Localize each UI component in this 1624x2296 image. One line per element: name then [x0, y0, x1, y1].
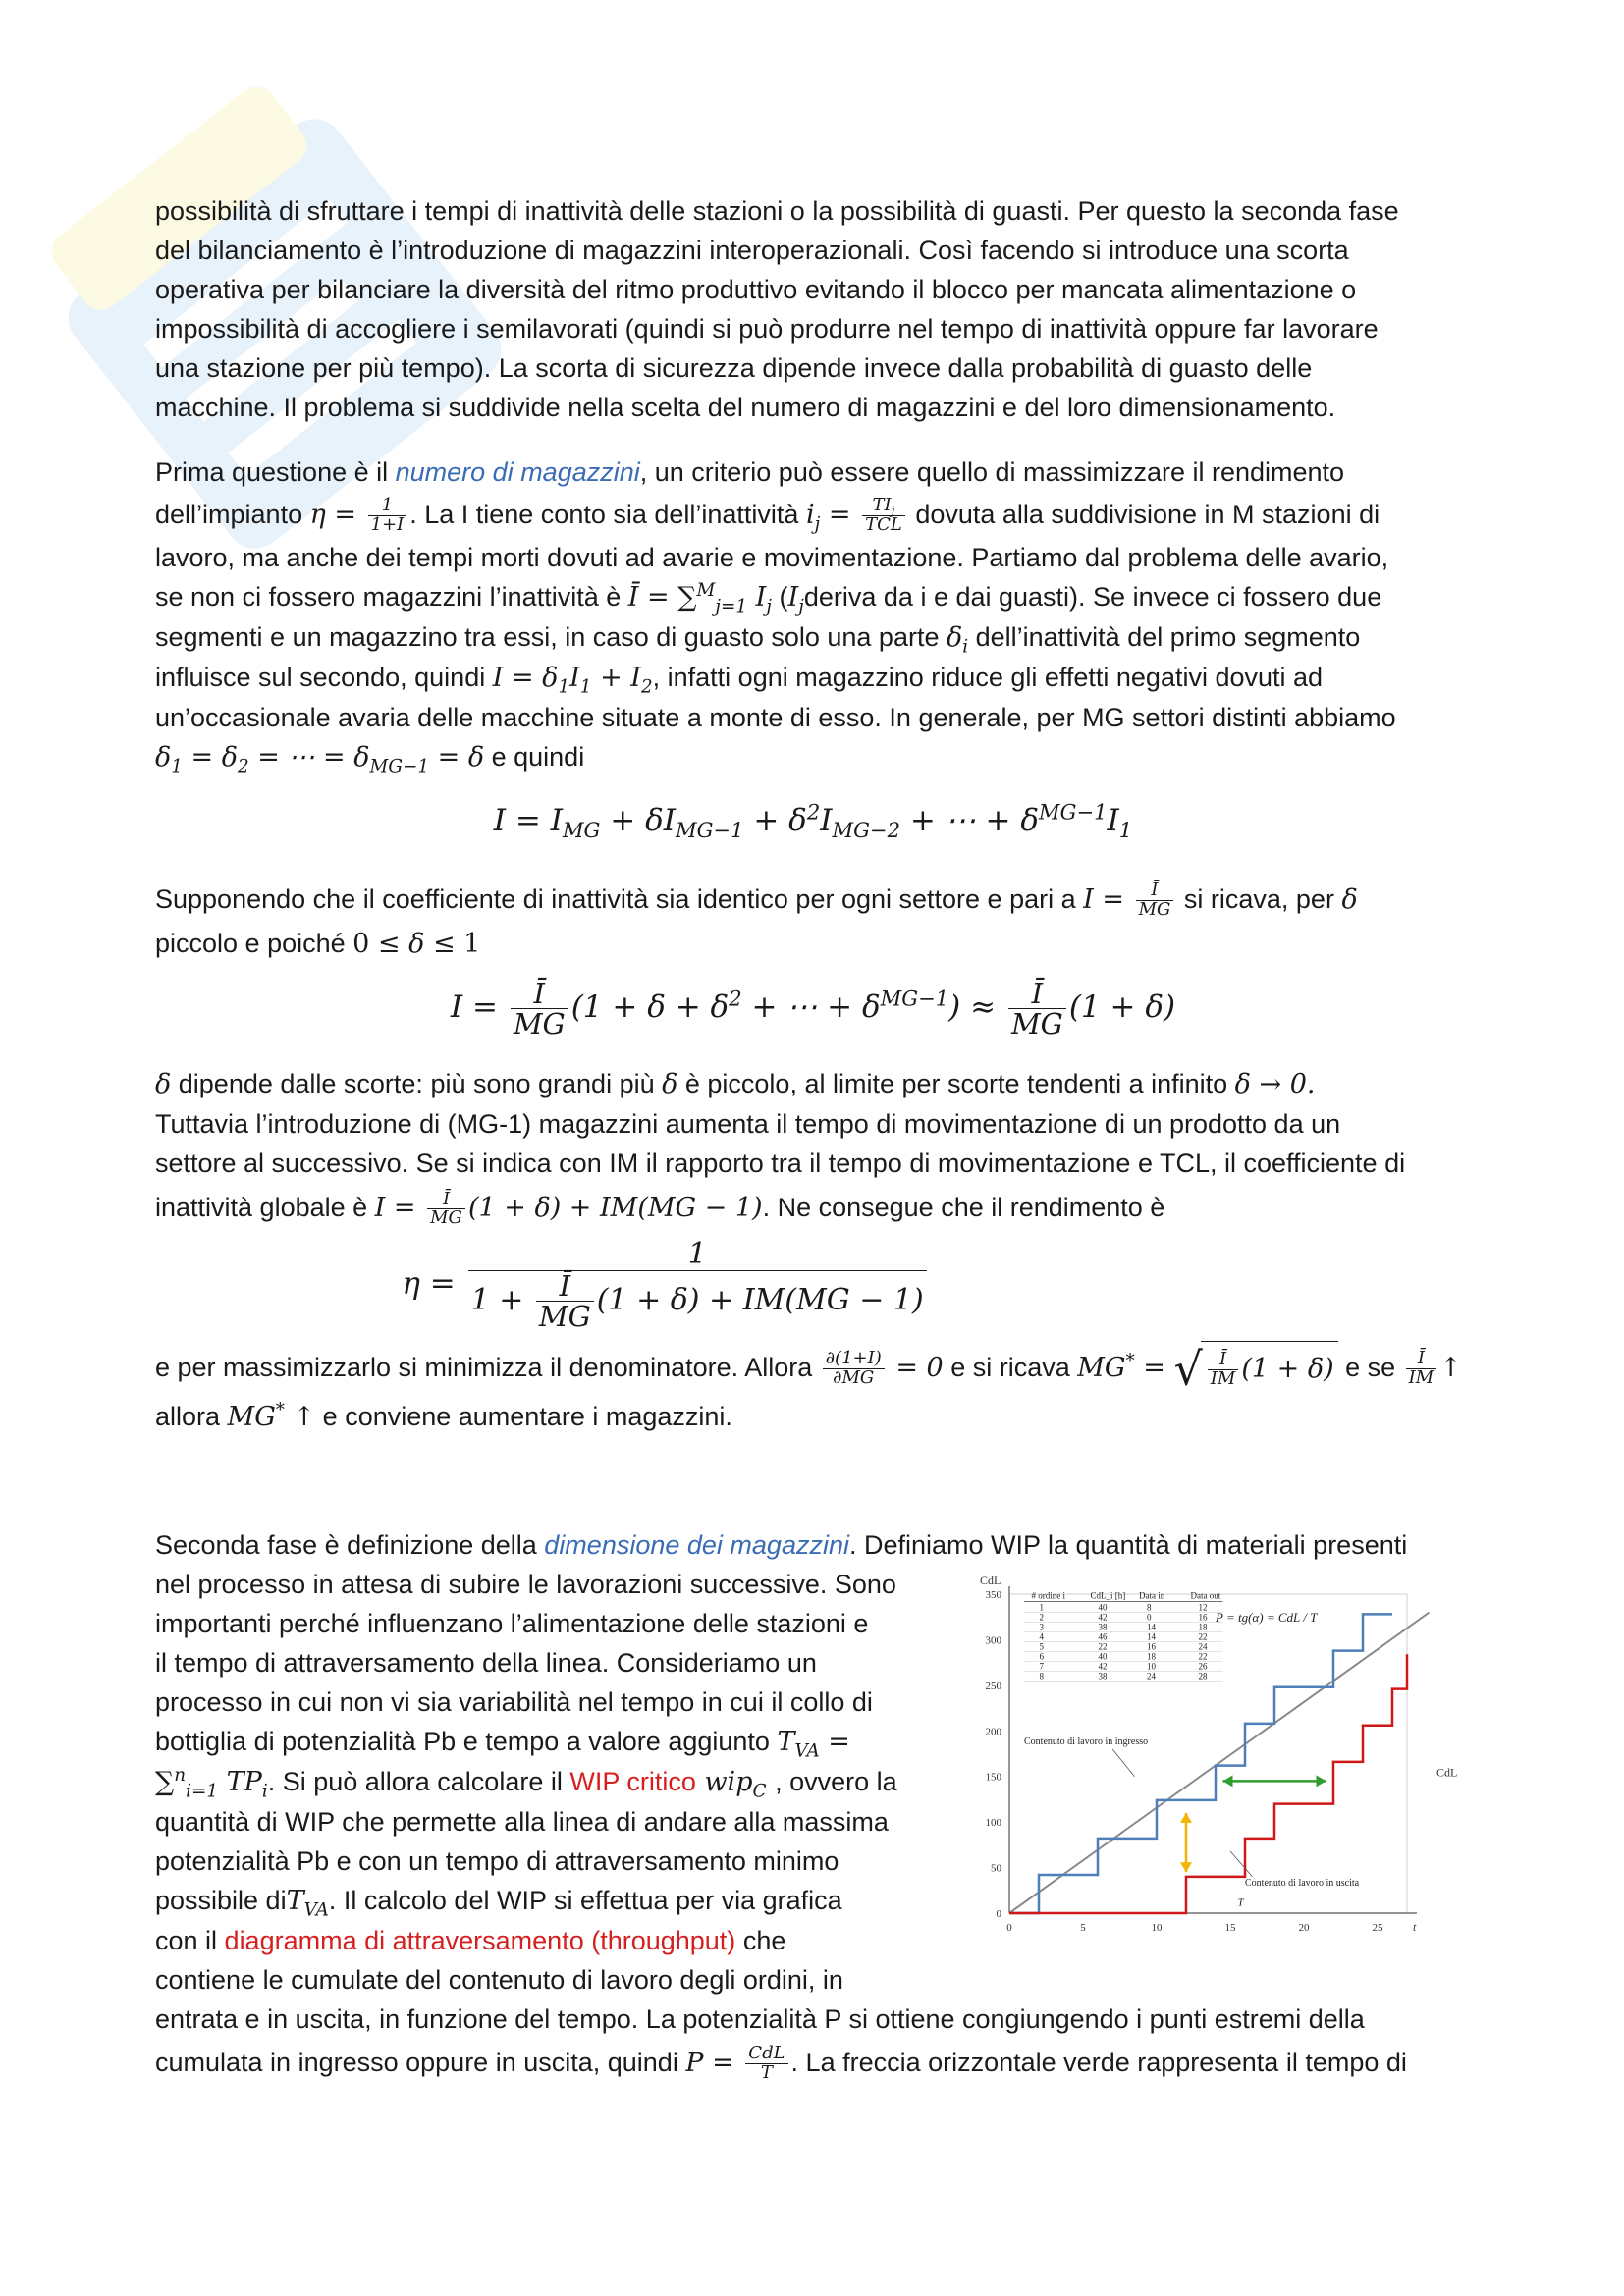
table-cell: 5 [1039, 1641, 1044, 1652]
text: ( [772, 582, 788, 612]
text: . La I tiene conto sia dell’inattività [409, 500, 806, 529]
annotation-ingresso: Contenuto di lavoro in ingresso [1024, 1736, 1149, 1748]
text-line: lavoro, ma anche dei tempi morti dovuti ad avarie e movimentazione. Partiamo dal problema delle avario, [155, 543, 1389, 572]
y-tick-label: 100 [985, 1816, 1001, 1829]
formula-MG-star: MG* = √ $\frac{Ī}{IM}$ (1 + δ) [1077, 1353, 1337, 1383]
table-cell: 7 [1039, 1661, 1044, 1672]
text: , un criterio può essere quello di massimizzare il rendimento [639, 457, 1345, 487]
text-line: macchine. Il problema si suddivide nella scelta del numero di magazzini e del loro dimensionamento. [155, 393, 1336, 422]
table-cell: 24 [1147, 1671, 1156, 1682]
table-cell: 46 [1098, 1631, 1108, 1642]
text-line: potenzialità Pb e con un tempo di attraversamento minimo [155, 1845, 839, 1876]
text: e conviene aumentare i magazzini. [315, 1401, 732, 1431]
term-wip-critico: WIP critico [569, 1766, 696, 1796]
table-cell: 42 [1098, 1661, 1108, 1672]
table-header: Data in [1139, 1590, 1165, 1601]
x-tick-label: 20 [1298, 1921, 1310, 1934]
text: . Definiamo WIP la quantità di materiali presenti [848, 1529, 1408, 1560]
table-cell: 10 [1147, 1661, 1156, 1672]
text: bottiglia di potenzialità Pb e tempo a valore aggiunto [155, 1726, 778, 1756]
table-cell: 16 [1198, 1612, 1208, 1623]
formula-ij: $i_j$ = $\frac{TI_j}{\text{TCL}}$ [806, 500, 908, 530]
text: deriva da i e dai guasti). Se invece ci fossero due [803, 582, 1382, 612]
text-line: processo in cui non vi sia variabilità nel tempo in cui il collo di [155, 1686, 873, 1717]
table-cell: 40 [1098, 1602, 1108, 1613]
paragraph-2 [155, 453, 1471, 850]
document-body [155, 191, 1471, 2112]
text: si ricava, per [1176, 884, 1342, 914]
text-line [155, 1921, 936, 1960]
text: dipende dalle scorte: più sono grandi più [171, 1069, 663, 1099]
text-line [155, 1183, 1471, 1233]
text-line: un’occasionale avaria delle macchine situate a monte di esso. In generale, per MG settori distinti abbiamo [155, 703, 1396, 732]
text: con il [155, 1925, 225, 1955]
text-line [155, 1722, 936, 1762]
text-line: impossibilità di accogliere i semilavorati (quindi si può produrre nel tempo di inattività oppure far lavorare [155, 314, 1379, 344]
text-line [155, 617, 1471, 658]
formula-delta-i: $\delta_i$ [946, 622, 969, 658]
text-line [155, 1397, 1471, 1437]
table-cell: 28 [1198, 1671, 1208, 1682]
table-cell: 8 [1039, 1671, 1044, 1682]
term-dimensione-magazzini: dimensione dei magazzini [544, 1529, 849, 1560]
paragraph-4 [155, 1064, 1471, 1436]
text-line [155, 1881, 936, 1921]
x-axis-label: t [1413, 1919, 1417, 1934]
text-line [155, 1340, 1471, 1397]
text: , infatti ogni magazzino riduce gli effetti negativi dovuti ad [652, 663, 1324, 692]
y-tick-label: 150 [985, 1771, 1001, 1784]
formula-derivative: $\frac{\partial(1+I)}{\partial MG}$ = 0 [820, 1353, 944, 1383]
formula-delta: δ [1341, 884, 1358, 915]
text: . Ne consegue che il rendimento è [762, 1193, 1165, 1223]
table-cell: 0 [1147, 1612, 1152, 1623]
formula-TVA-sum: ∑$^n_{i=1}$ $TP_i$ [155, 1764, 268, 1802]
table-cell: 18 [1147, 1651, 1156, 1662]
text-line [155, 1064, 1471, 1104]
formula-delta: δ [155, 1069, 172, 1100]
table-cell: 24 [1198, 1641, 1208, 1652]
term-numero-magazzini: numero di magazzini [395, 457, 640, 487]
formula-ibar-sum: Ī = ∑$^M_{j=1}$ $I_j$ [627, 580, 772, 617]
y-tick-label: 0 [996, 1907, 1001, 1920]
table-cell: 14 [1147, 1631, 1156, 1642]
y-axis-label: CdL [980, 1573, 1001, 1587]
text: Seconda fase è definizione della [155, 1529, 545, 1560]
annotation-pointer [1230, 1851, 1253, 1877]
formula-I-over-IM: $\frac{Ī}{IM}$ ↑ [1403, 1353, 1462, 1383]
text: influisce sul secondo, quindi [155, 663, 493, 692]
y-tick-label: 200 [985, 1726, 1001, 1738]
formula-I-over-MG: I = $\frac{Ī}{MG}$ [1083, 884, 1176, 915]
text-line: settore al successivo. Se si indica con IM il rapporto tra il tempo di movimentazione e TCL, il coefficiente di [155, 1148, 1406, 1179]
text: se non ci fossero magazzini l’inattività è [155, 582, 628, 612]
potential-line [1009, 1609, 1430, 1912]
text-line [155, 577, 1471, 617]
text: e se [1337, 1352, 1403, 1382]
x-tick-label: 15 [1224, 1921, 1236, 1934]
y-tick-label: 300 [985, 1634, 1001, 1647]
text-line [155, 1762, 936, 1802]
table-cell: 26 [1198, 1661, 1208, 1672]
formula-delta: δ [662, 1069, 678, 1100]
formula-MG-star-up: MG* ↑ [227, 1399, 316, 1432]
y-tick-label: 350 [985, 1588, 1001, 1601]
text: Supponendo che il coefficiente di inattività sia identico per ogni settore e pari a [155, 884, 1084, 914]
formula-P: P = $\frac{\text{CdL}}{T}$ [685, 2048, 790, 2078]
annotation-uscita: Contenuto di lavoro in uscita [1245, 1877, 1360, 1889]
formula-Ij: $I_j$ [787, 582, 804, 617]
table-cell: 2 [1039, 1612, 1044, 1623]
text: dell’inattività del primo segmento [968, 622, 1361, 652]
text: dovuta alla suddivisione in M stazioni di [907, 500, 1380, 529]
text: è piccolo, al limite per scorte tendenti a infinito [677, 1069, 1235, 1099]
text: dell’impianto [155, 500, 310, 529]
formula-I-global: I = $\frac{Ī}{MG}$ (1 + δ) + IM(MG − 1) [374, 1188, 763, 1229]
text: allora [155, 1401, 228, 1431]
y-tick-label: 250 [985, 1680, 1001, 1692]
table-cell: 42 [1098, 1612, 1108, 1623]
text-line: operativa per bilanciare la diversità del ritmo produttivo evitando il blocco per mancata alimentazione o [155, 275, 1357, 304]
table-cell: 18 [1198, 1622, 1208, 1632]
text-line [155, 658, 1471, 698]
table-cell: 22 [1098, 1641, 1108, 1652]
formula-delta-to-zero: δ → 0. [1234, 1069, 1316, 1100]
table-cell: 1 [1039, 1602, 1044, 1613]
text: e si ricava [943, 1352, 1078, 1382]
paragraph-3 [155, 876, 1471, 1039]
paragraph-1 [155, 191, 1471, 427]
term-diagramma-attraversamento: diagramma di attraversamento (throughput) [224, 1925, 736, 1955]
text: possibile di [155, 1885, 287, 1915]
table-cell: 16 [1147, 1641, 1156, 1652]
green-arrowhead-right [1317, 1775, 1326, 1787]
text: che [735, 1925, 786, 1955]
y-tick-label: 50 [991, 1862, 1001, 1875]
table-cell: 14 [1147, 1622, 1156, 1632]
right-axis-label: CdL [1436, 1765, 1458, 1780]
table-header: Data out [1190, 1590, 1221, 1601]
equation-I-approx: I = $\frac{Ī}{MG}$ ($1 + \delta + \delta^2$ + ⋯ + $\delta^{MG-1}$) ≈ $\frac{Ī}{MG}$ (1 + δ) [450, 976, 1176, 1041]
formula-TVA: $T_{VA}$ [286, 1885, 329, 1921]
formula-I-two-segments: $I = \delta_1I_1 + I_2$ [492, 663, 653, 698]
text-line [155, 2039, 1471, 2087]
text-line [155, 492, 1471, 538]
text-line: importanti perché influenzano l’alimentazione delle stazioni e [155, 1608, 869, 1638]
formula-delta-range: 0 ≤ δ ≤ 1 [352, 929, 481, 959]
orange-arrowhead-up [1180, 1813, 1192, 1823]
table-cell: 38 [1098, 1671, 1108, 1682]
text-line: entrata e in uscita, in funzione del tempo. La potenzialità P si ottiene congiungendo i punti estremi della [155, 2003, 1365, 2034]
text-line [155, 453, 1471, 492]
table-header: CdL_i [h] [1090, 1590, 1126, 1601]
text-with-figure [155, 1565, 1471, 2000]
text-line: quantità di WIP che permette alla linea di andare alla massima [155, 1806, 889, 1837]
table-cell: 38 [1098, 1622, 1108, 1632]
text-line [155, 737, 1471, 777]
table-cell: 3 [1039, 1622, 1044, 1632]
text-line: nel processo in attesa di subire le lavorazioni successive. Sono [155, 1569, 896, 1599]
equation-I-series: $I = I_{MG} + \delta I_{MG-1} + \delta^2I_{MG-2}$ + ⋯ + $\delta^{MG-1}I_1$ [493, 799, 1133, 843]
equation-eta: η = 1 1 + $\frac{Ī}{MG}$ (1 + δ) + IM(MG − 1) [155, 1239, 1471, 1331]
text-line [155, 1525, 1471, 1565]
orange-arrowhead-down [1180, 1862, 1192, 1872]
text: . Il calcolo del WIP si effettua per via grafica [328, 1885, 842, 1915]
text: . La freccia orizzontale verde rappresenta il tempo di [790, 2047, 1407, 2077]
green-arrowhead-left [1223, 1775, 1233, 1787]
text-line: Tuttavia l’introduzione di (MG-1) magazzini aumenta il tempo di movimentazione di un prodotto da un [155, 1109, 1341, 1140]
table-cell: 22 [1198, 1631, 1208, 1642]
table-cell: 12 [1198, 1602, 1208, 1613]
formula-deltas-equal: $\delta_1 = \delta_2$ = ⋯ = $\delta_{MG-1} = \delta$ [155, 742, 485, 777]
table-cell: 4 [1039, 1631, 1044, 1642]
x-tick-label: 25 [1372, 1921, 1383, 1934]
throughput-diagram [970, 1565, 1471, 1948]
text: , ovvero la [775, 1766, 897, 1796]
table-cell: 6 [1039, 1651, 1044, 1662]
text: cumulata in ingresso oppure in uscita, quindi [155, 2047, 686, 2077]
text: Prima questione è il [155, 457, 396, 487]
table-cell: 40 [1098, 1651, 1108, 1662]
text: inattività globale è [155, 1193, 375, 1223]
x-tick-label: 10 [1151, 1921, 1163, 1934]
paragraph-5 [155, 1525, 1471, 2087]
text: segmenti e un magazzino tra essi, in caso di guasto solo una parte [155, 622, 947, 652]
text: . Si può allora calcolare il [267, 1766, 570, 1796]
formula-wipc: wip$_C$ [695, 1766, 767, 1802]
table-cell: 22 [1198, 1651, 1208, 1662]
text: piccolo e poiché [155, 929, 353, 958]
x-tick-label: 5 [1080, 1921, 1086, 1934]
text-line [155, 924, 1471, 964]
text-line: del bilanciamento è l’introduzione di magazzini interoperazionali. Così facendo si introduce una scorta [155, 236, 1349, 265]
text: e per massimizzarlo si minimizza il denominatore. Allora [155, 1352, 820, 1382]
text: e quindi [484, 742, 585, 772]
formula-eta: η = $\frac{1}{1+I}$ [310, 500, 410, 530]
text-line: contiene le cumulate del contenuto di lavoro degli ordini, in [155, 1964, 843, 1995]
annotation-pointer [1112, 1749, 1135, 1777]
formula-TVA: $T_{VA}$ = [777, 1726, 850, 1762]
annotation-T: T [1237, 1896, 1244, 1909]
table-header: # ordine i [1031, 1590, 1065, 1601]
x-tick-label: 0 [1006, 1921, 1012, 1934]
formula-potential: P = tg(α) = CdL / T [1216, 1609, 1318, 1625]
text-line: il tempo di attraversamento della linea. Consideriamo un [155, 1647, 817, 1678]
text-line [155, 876, 1471, 924]
table-cell: 8 [1147, 1602, 1152, 1613]
text-line: possibilità di sfruttare i tempi di inattività delle stazioni o la possibilità di guasti. Per questo la seconda fase [155, 196, 1399, 226]
text-line: una stazione per più tempo). La scorta di sicurezza dipende invece dalla probabilità di guasto delle [155, 353, 1313, 383]
